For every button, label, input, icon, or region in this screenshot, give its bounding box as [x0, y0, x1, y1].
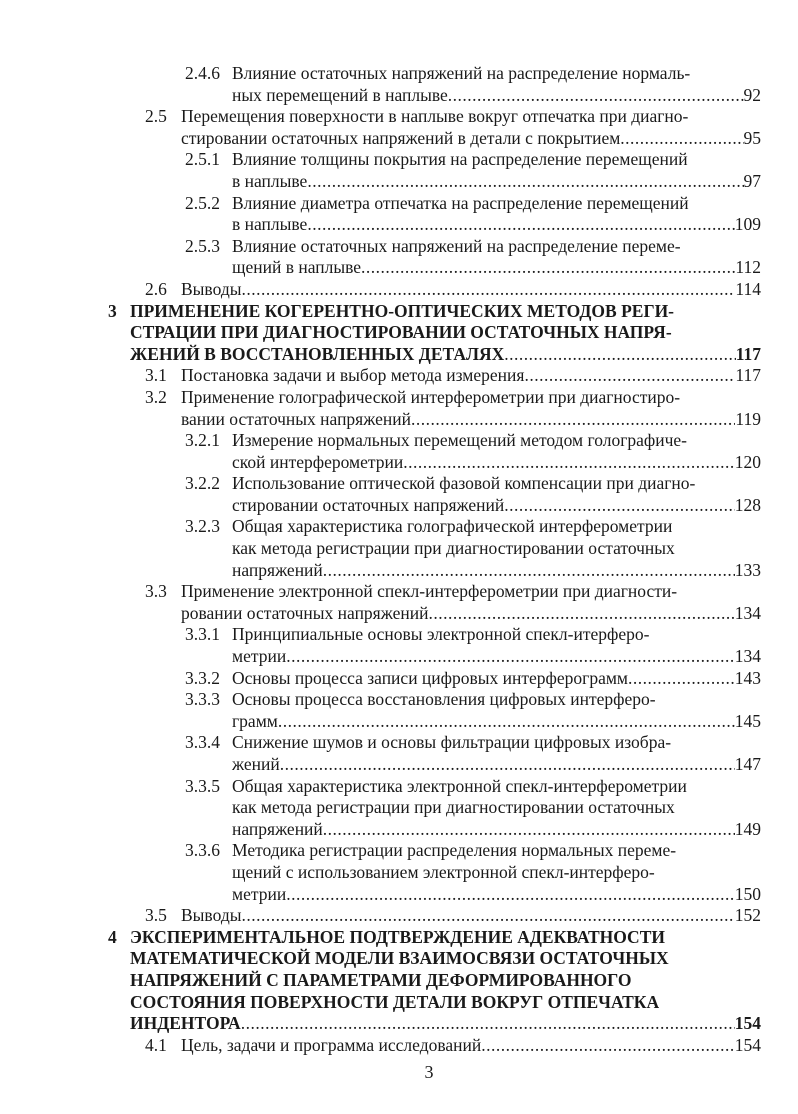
toc-entry	[0, 473, 798, 516]
dot-leader	[524, 365, 735, 387]
toc-entry-number: 3.3.3	[185, 689, 220, 710]
toc-entry-last-line	[232, 711, 761, 733]
toc-entry-line: Общая характеристика голографической интерферометрии	[232, 516, 673, 537]
toc-entry-line: Цель, задачи и программа исследований	[181, 1034, 482, 1055]
toc-entry-page: 119	[735, 408, 761, 429]
toc-entry-line: МАТЕМАТИЧЕСКОЙ МОДЕЛИ ВЗАИМОСВЯЗИ ОСТАТОЧНЫХ	[130, 948, 669, 969]
toc-entry	[0, 365, 798, 387]
toc-entry-title	[232, 63, 761, 106]
toc-entry-title	[181, 279, 761, 301]
toc-entry-title	[232, 668, 761, 690]
toc-entry-line: ИНДЕНТОРА	[130, 1013, 241, 1034]
toc-entry-page: 109	[734, 214, 761, 235]
toc-entry-line: ской интерферометрии	[232, 451, 404, 472]
dot-leader	[307, 214, 734, 236]
toc-entry-title	[232, 236, 761, 279]
toc-entry-line: Основы процесса записи цифровых интерферограмм	[232, 667, 628, 688]
toc-entry-number: 3.3.2	[185, 667, 220, 688]
toc-entry-page: 150	[734, 883, 761, 904]
toc-entry-line: НАПРЯЖЕНИЙ С ПАРАМЕТРАМИ ДЕФОРМИРОВАННОГО	[130, 969, 632, 990]
toc-entry	[0, 624, 798, 667]
toc-entry-last-line	[130, 1013, 761, 1035]
toc-entry	[0, 905, 798, 927]
toc-entry-line: в наплыве	[232, 170, 308, 191]
toc-entry-page: 112	[735, 257, 761, 278]
dot-leader	[241, 905, 734, 927]
dot-leader	[286, 646, 735, 668]
toc-entry	[0, 193, 798, 236]
toc-entry-line: жений	[232, 754, 280, 774]
dot-leader	[481, 1035, 734, 1057]
toc-entry-line: СТРАЦИИ ПРИ ДИАГНОСТИРОВАНИИ ОСТАТОЧНЫХ НАПРЯ-	[130, 322, 672, 343]
toc-entry-line: Влияние остаточных напряжений на распределение нормаль-	[232, 63, 691, 83]
toc-entry-page: 120	[734, 451, 761, 472]
toc-entry-number: 3.3.6	[185, 840, 220, 861]
toc-entry-line: щений с использованием электронной спекл-интерферо-	[232, 861, 655, 882]
toc-entry-page: 145	[734, 710, 761, 731]
toc-entry-number: 3.2.3	[185, 516, 220, 537]
dot-leader	[504, 344, 735, 366]
toc-entry-number: 3.1	[145, 365, 167, 386]
toc-entry-line: стировании остаточных напряжений в детали с покрытием	[181, 127, 621, 148]
toc-entry-line: метрии	[232, 883, 287, 904]
toc-entry-title	[232, 473, 761, 516]
dot-leader	[241, 1013, 735, 1035]
dot-leader	[286, 884, 735, 906]
dot-leader	[278, 711, 735, 733]
toc-entry-line: напряжений	[232, 559, 323, 580]
toc-entry	[0, 430, 798, 473]
toc-entry	[0, 732, 798, 775]
toc-entry-line: Перемещения поверхности в наплыве вокруг отпечатка при диагно-	[181, 106, 689, 127]
toc-entry-line: Влияние толщины покрытия на распределение перемещений	[232, 149, 688, 170]
toc-entry-last-line	[232, 819, 761, 841]
toc-entry-number: 2.5	[145, 106, 167, 127]
toc-entry	[0, 236, 798, 279]
dot-leader	[307, 171, 743, 193]
toc-entry	[0, 668, 798, 690]
toc-entry-title	[232, 516, 761, 581]
toc-entry-page: 133	[734, 559, 761, 580]
toc-entry-number: 3.2.2	[185, 473, 220, 494]
toc-entry	[0, 689, 798, 732]
dot-leader	[411, 409, 735, 431]
toc-entry-number: 2.6	[145, 278, 167, 299]
toc-entry	[0, 1035, 798, 1057]
table-of-contents	[0, 63, 798, 1056]
toc-entry-last-line	[181, 905, 761, 927]
toc-entry-page: 152	[734, 905, 761, 926]
toc-entry-line: ЭКСПЕРИМЕНТАЛЬНОЕ ПОДТВЕРЖДЕНИЕ АДЕКВАТНОСТИ	[130, 926, 665, 947]
page-number: 3	[424, 1062, 434, 1082]
toc-entry-last-line	[232, 85, 761, 107]
toc-entry-line: как метода регистрации при диагностировании остаточных	[232, 538, 675, 559]
dot-leader	[361, 257, 735, 279]
toc-entry-page: 143	[734, 667, 761, 688]
toc-entry-page: 134	[734, 602, 761, 623]
toc-entry-number: 3.5	[145, 905, 167, 926]
toc-entry-page: 117	[735, 343, 761, 364]
toc-entry-line: стировании остаточных напряжений	[232, 494, 505, 515]
toc-entry-last-line	[232, 560, 761, 582]
toc-entry-number: 2.5.2	[185, 192, 220, 213]
toc-entry-number: 3.3.5	[185, 775, 220, 796]
toc-entry-page: 95	[743, 127, 761, 148]
toc-entry-line: Постановка задачи и выбор метода измерения	[181, 365, 525, 386]
toc-entry-title	[181, 106, 761, 149]
toc-entry-line: Использование оптической фазовой компенсации при диагно-	[232, 473, 696, 494]
toc-entry-number: 2.5.3	[185, 235, 220, 256]
toc-entry-last-line	[232, 171, 761, 193]
toc-entry-number: 4.1	[145, 1034, 167, 1055]
toc-chapter-entry	[0, 927, 798, 1035]
toc-entry-page: 147	[734, 754, 761, 774]
toc-entry-last-line	[181, 409, 761, 431]
toc-entry-title	[232, 624, 761, 667]
toc-entry-last-line	[130, 344, 761, 366]
toc-entry-page: 114	[735, 278, 761, 299]
toc-entry-page: 149	[734, 818, 761, 839]
toc-entry-number: 3.2.1	[185, 430, 220, 451]
toc-entry-line: ровании остаточных напряжений	[181, 602, 429, 623]
toc-entry-line: ных перемещений в наплыве	[232, 84, 448, 105]
toc-entry-page: 117	[735, 365, 761, 386]
toc-entry-title	[232, 732, 761, 775]
toc-entry-line: грамм	[232, 710, 278, 731]
toc-entry-line: ЖЕНИЙ В ВОССТАНОВЛЕННЫХ ДЕТАЛЯХ	[130, 343, 505, 364]
toc-entry-last-line	[181, 1035, 761, 1057]
toc-entry	[0, 63, 798, 106]
toc-entry	[0, 581, 798, 624]
toc-entry-line: Выводы	[181, 905, 242, 926]
toc-entry-number: 3.2	[145, 386, 167, 407]
toc-entry-line: как метода регистрации при диагностировании остаточных	[232, 797, 675, 818]
toc-entry-title	[181, 581, 761, 624]
toc-entry-last-line	[232, 668, 761, 690]
toc-entry	[0, 149, 798, 192]
toc-entry-title	[232, 776, 761, 841]
toc-entry-title	[130, 301, 761, 366]
toc-entry-last-line	[232, 646, 761, 668]
toc-entry-page: 92	[743, 84, 761, 105]
toc-entry-number: 3	[108, 300, 117, 321]
toc-entry-line: Принципиальные основы электронной спекл-итерферо-	[232, 624, 650, 645]
toc-entry-page: 97	[743, 170, 761, 191]
toc-entry-line: напряжений	[232, 818, 323, 839]
toc-entry-line: Методика регистрации распределения нормальных переме-	[232, 840, 677, 861]
toc-entry-line: вании остаточных напряжений	[181, 408, 411, 429]
toc-entry	[0, 516, 798, 581]
toc-entry-number: 2.4.6	[185, 63, 220, 83]
dot-leader	[323, 560, 735, 582]
toc-entry-line: Применение электронной спекл-интерферометрии при диагности-	[181, 581, 678, 602]
toc-entry-line: ПРИМЕНЕНИЕ КОГЕРЕНТНО-ОПТИЧЕСКИХ МЕТОДОВ РЕГИ-	[130, 300, 675, 321]
toc-entry-line: Влияние диаметра отпечатка на распределение перемещений	[232, 192, 689, 213]
toc-entry-last-line	[181, 365, 761, 387]
toc-entry-last-line	[181, 128, 761, 150]
toc-entry-title	[232, 840, 761, 905]
toc-entry-line: Основы процесса восстановления цифровых интерферо-	[232, 689, 656, 710]
toc-entry-line: Измерение нормальных перемещений методом голографиче-	[232, 430, 687, 451]
toc-entry-page: 154	[734, 1013, 761, 1034]
dot-leader	[403, 452, 735, 474]
toc-entry	[0, 387, 798, 430]
dot-leader	[241, 279, 735, 301]
toc-entry-page: 134	[734, 646, 761, 667]
toc-entry-line: в наплыве	[232, 214, 308, 235]
toc-entry	[0, 106, 798, 149]
toc-entry	[0, 840, 798, 905]
dot-leader	[280, 754, 735, 776]
toc-entry-title	[232, 689, 761, 732]
toc-entry	[0, 776, 798, 841]
dot-leader	[504, 495, 735, 517]
toc-entry-title	[181, 365, 761, 387]
toc-entry-line: Применение голографической интерферометрии при диагностиро-	[181, 386, 681, 407]
toc-entry-line: метрии	[232, 646, 287, 667]
dot-leader	[620, 128, 743, 150]
toc-entry-last-line	[232, 884, 761, 906]
toc-entry-page: 154	[734, 1034, 761, 1055]
toc-entry-page: 128	[734, 494, 761, 515]
toc-entry-last-line	[232, 452, 761, 474]
toc-entry-title	[232, 193, 761, 236]
toc-entry-line: щений в наплыве	[232, 257, 362, 278]
toc-entry-title	[130, 927, 761, 1035]
dot-leader	[323, 819, 735, 841]
toc-entry-title	[181, 905, 761, 927]
dot-leader	[628, 668, 735, 690]
toc-entry-number: 3.3	[145, 581, 167, 602]
toc-entry-last-line	[181, 279, 761, 301]
toc-entry-title	[181, 1035, 761, 1057]
toc-entry-title	[181, 387, 761, 430]
toc-entry-last-line	[181, 603, 761, 625]
toc-entry-last-line	[232, 495, 761, 517]
toc-entry-line: СОСТОЯНИЯ ПОВЕРХНОСТИ ДЕТАЛИ ВОКРУГ ОТПЕЧАТКА	[130, 991, 660, 1012]
toc-chapter-entry	[0, 301, 798, 366]
toc-entry-last-line	[232, 257, 761, 279]
toc-entry-line: Общая характеристика электронной спекл-интерферометрии	[232, 775, 687, 796]
toc-entry-last-line	[232, 754, 761, 776]
toc-entry-number: 4	[108, 926, 117, 947]
toc-entry-number: 2.5.1	[185, 149, 220, 170]
toc-entry-last-line	[232, 214, 761, 236]
toc-entry-line: Выводы	[181, 278, 242, 299]
toc-entry-title	[232, 430, 761, 473]
toc-entry-line: Снижение шумов и основы фильтрации цифровых изобра-	[232, 732, 672, 753]
dot-leader	[448, 85, 744, 107]
toc-entry	[0, 279, 798, 301]
toc-entry-line: Влияние остаточных напряжений на распределение переме-	[232, 235, 681, 256]
dot-leader	[428, 603, 734, 625]
toc-entry-number: 3.3.1	[185, 624, 220, 645]
toc-entry-number: 3.3.4	[185, 732, 220, 753]
toc-entry-title	[232, 149, 761, 192]
